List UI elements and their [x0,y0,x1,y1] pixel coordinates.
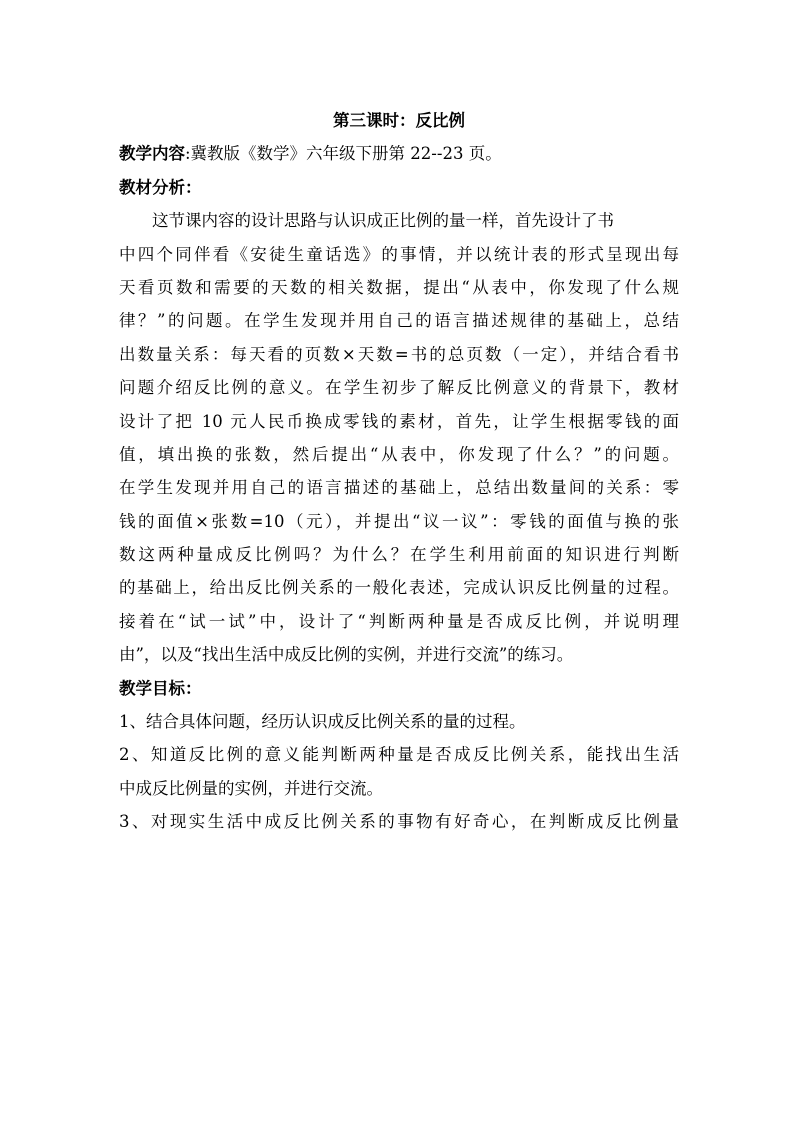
lesson-title: 第三课时：反比例 [333,111,465,130]
analysis-line: 接着在“试一试”中，设计了“判断两种量是否成反比例，并说明理 [119,611,679,631]
analysis-line: 数这两种量成反比例吗？为什么？在学生利用前面的知识进行判断 [119,545,679,565]
goals-heading: 教学目标： [119,678,202,698]
analysis-line: 设计了把 10 元人民币换成零钱的素材，首先，让学生根据零钱的面 [119,411,679,431]
goal-line: 中成反比例量的实例，并进行交流。 [119,778,383,798]
analysis-line: 由”，以及“找出生活中成反比例的实例，并进行交流”的练习。 [119,645,574,665]
teaching-content-line [119,137,679,170]
analysis-heading: 教材分析： [119,177,202,197]
analysis-line: 值，填出换的张数，然后提出“从表中，你发现了什么？”的问题。 [119,444,679,464]
teaching-content-label: 教学内容 [119,144,185,164]
analysis-line: 在学生发现并用自己的语言描述的基础上，总结出数量间的关系：零 [119,478,679,498]
document-body [119,104,679,839]
analysis-line: 问题介绍反比例的意义。在学生初步了解反比例意义的背景下，教材 [119,378,679,398]
goal-line: 1、结合具体问题，经历认识成反比例关系的量的过程。 [119,712,526,732]
analysis-line: 这节课内容的设计思路与认识成正比例的量一样，首先设计了书 [152,211,614,231]
analysis-line: 中四个同伴看《安徒生童话选》的事情，并以统计表的形式呈现出每 [119,244,679,264]
goal-line: 3、对现实生活中成反比例关系的事物有好奇心，在判断成反比例量 [119,812,679,832]
goal-line: 2、知道反比例的意义能判断两种量是否成反比例关系，能找出生活 [119,745,679,765]
teaching-content-value: :冀教版《数学》六年级下册第 22--23 页。 [185,144,502,164]
analysis-line: 天看页数和需要的天数的相关数据，提出“从表中，你发现了什么规 [119,277,679,297]
analysis-line: 的基础上，给出反比例关系的一般化表述，完成认识反比例量的过程。 [119,578,679,598]
analysis-line: 律？”的问题。在学生发现并用自己的语言描述规律的基础上，总结 [119,311,679,331]
analysis-line: 出数量关系：每天看的页数×天数=书的总页数（一定），并结合看书 [119,344,679,364]
analysis-line: 钱的面值×张数=10（元），并提出“议一议”：零钱的面值与换的张 [119,511,679,531]
